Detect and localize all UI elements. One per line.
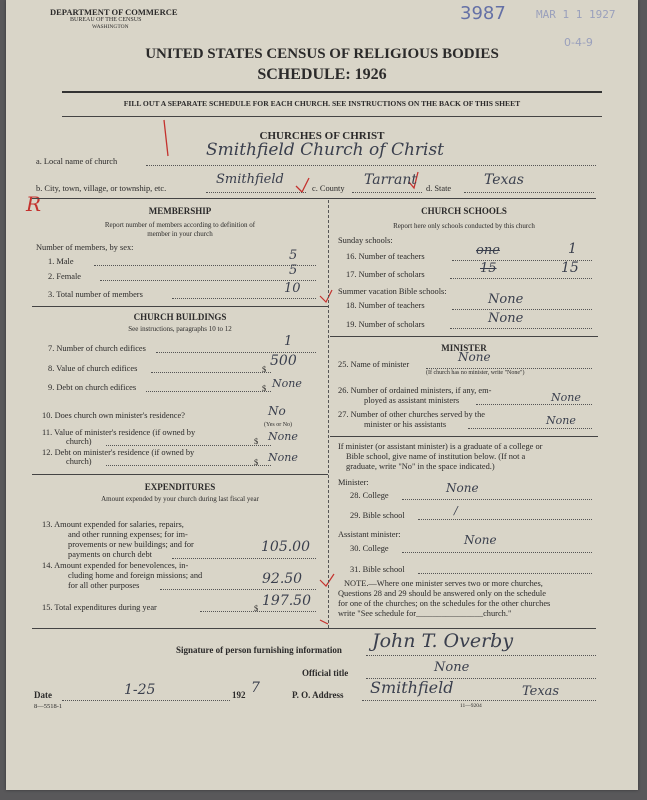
official-title-value: None (434, 660, 470, 675)
instruction-line: FILL OUT A SEPARATE SCHEDULE FOR EACH CHURCH. SEE INSTRUCTIONS ON THE BACK OF THIS SHEET (123, 99, 521, 108)
note-line1: NOTE.—Where one minister serves two or more churches, (344, 579, 543, 588)
q18-value: None (488, 292, 524, 307)
buildings-sub: See instructions, paragraphs 10 to 12 (128, 325, 232, 333)
schedule-number-stamp: 3987 (460, 3, 506, 24)
county-value: Tarrant (364, 172, 417, 188)
q1-label: 1. Male (48, 257, 74, 266)
q2-value: 5 (289, 263, 298, 278)
q11-label-line2: church) (66, 437, 92, 446)
q25-note: (If church has no minister, write "None") (426, 370, 525, 376)
q12-label-line1: 12. Debt on minister's residence (if owned by (42, 448, 195, 457)
q13-label-line2: and other running expenses; for im- (68, 530, 188, 539)
date-value: 1-25 (124, 682, 156, 698)
graduate-note-line3: graduate, write "No" in the space indicated.) (346, 462, 495, 471)
form-subtitle: SCHEDULE: 1926 (257, 66, 387, 83)
q27-label-line1: 27. Number of other churches served by the (338, 410, 485, 419)
schools-sub: Report here only schools conducted by this church (393, 222, 535, 230)
q17-struck-value: 15 (480, 261, 497, 276)
q15-dollar: $ (254, 604, 259, 613)
local-name-label: a. Local name of church (36, 157, 118, 166)
q10-label: 10. Does church own minister's residence? (42, 411, 185, 420)
q8-value: 500 (270, 353, 297, 369)
q19-value: None (488, 311, 524, 326)
q13-label-line4: payments on church debt (68, 550, 152, 559)
q31-label: 31. Bible school (350, 565, 405, 574)
q28-value: None (446, 481, 479, 495)
q26-value: None (551, 391, 581, 404)
po-address-state: Texas (522, 684, 560, 699)
state-value: Texas (484, 172, 524, 188)
q11-value: None (268, 430, 298, 443)
q9-label: 9. Debt on church edifices (48, 383, 137, 392)
graduate-note-line2: Bible school, give name of institution below. (If not a (346, 452, 526, 461)
received-date-stamp: MAR 1 1 1927 (536, 8, 616, 21)
q15-value: 197.50 (262, 593, 311, 609)
signature-label: Signature of person furnishing information (176, 645, 342, 655)
q16-struck-value: one (476, 243, 500, 258)
q11-label-line1: 11. Value of minister's residence (if owned by (42, 428, 196, 437)
expenditures-sub: Amount expended by your church during last fiscal year (101, 495, 259, 503)
q25-label: 25. Name of minister (338, 360, 410, 369)
q15-label: 15. Total expenditures during year (42, 603, 157, 612)
summer-schools-label: Summer vacation Bible schools: (338, 287, 447, 296)
reviewer-mark: R (26, 192, 42, 216)
minister-label: Minister: (338, 478, 369, 487)
q28-label: 28. College (350, 491, 389, 500)
date-label: Date (34, 690, 52, 700)
department-name: DEPARTMENT OF COMMERCE (50, 7, 178, 17)
state-label: d. State (426, 184, 452, 193)
q13-value: 105.00 (261, 539, 310, 555)
q30-label: 30. College (350, 544, 389, 553)
census-schedule-page (6, 0, 638, 790)
q17-label: 17. Number of scholars (346, 270, 425, 279)
q3-value: 10 (284, 281, 301, 296)
membership-title: MEMBERSHIP (148, 206, 212, 216)
print-number: 11—9204 (460, 703, 482, 709)
q26-label-line1: 26. Number of ordained ministers, if any, em- (338, 386, 492, 395)
yes-no-hint: (Yes or No) (264, 422, 293, 428)
q13-label-line3: provements or new buildings; and for (68, 540, 194, 549)
expenditures-title: EXPENDITURES (144, 482, 216, 492)
q14-label-line3: for all other purposes (68, 581, 140, 590)
q2-label: 2. Female (48, 272, 82, 281)
note-line3: for one of the churches; on the schedules for the other churches (338, 599, 551, 608)
city-label: b. City, town, village, or township, etc. (36, 184, 167, 193)
q25-value: None (458, 350, 491, 364)
membership-sub1: Report number of members according to definition of (104, 221, 256, 229)
sunday-schools-label: Sunday schools: (338, 236, 393, 245)
q11-dollar: $ (254, 437, 259, 446)
q13-label-line1: 13. Amount expended for salaries, repairs, (42, 520, 184, 529)
q19-label: 19. Number of scholars (346, 320, 425, 329)
q9-dollar: $ (262, 384, 267, 393)
local-name-value: Smithfield Church of Christ (206, 140, 445, 160)
official-title-label: Official title (302, 668, 349, 678)
q27-label-line2: minister or his assistants (364, 420, 447, 429)
minister-title: MINISTER (441, 343, 487, 353)
county-label: c. County (312, 184, 345, 193)
assistant-minister-label: Assistant minister: (338, 530, 401, 539)
q27-value: None (546, 414, 576, 427)
q29-value: / (454, 504, 458, 517)
q30-value: None (464, 533, 497, 547)
bureau-city: WASHINGTON (92, 24, 129, 30)
q12-label-line2: church) (66, 457, 92, 466)
q29-label: 29. Bible school (350, 511, 405, 520)
q14-value: 92.50 (262, 571, 303, 587)
q18-label: 18. Number of teachers (346, 301, 425, 310)
q8-dollar: $ (262, 365, 267, 374)
graduate-note-line1: If minister (or assistant minister) is a graduate of a college or (338, 442, 543, 451)
form-number: 8—5518-1 (34, 703, 63, 710)
q8-label: 8. Value of church edifices (48, 364, 138, 373)
note-line4: write "See schedule for________________church." (338, 609, 512, 618)
schools-title: CHURCH SCHOOLS (421, 206, 507, 216)
date-year-digit: 7 (251, 680, 260, 696)
bureau-name: BUREAU OF THE CENSUS (70, 17, 142, 23)
code-stamp: 0-4-9 (564, 36, 593, 49)
date-year-prefix: 192 (232, 690, 246, 700)
q17-value: 15 (561, 260, 579, 276)
q16-value: 1 (568, 241, 577, 257)
q9-value: None (272, 377, 302, 390)
membership-sub2: member in your church (147, 230, 213, 238)
q12-dollar: $ (254, 458, 259, 467)
denomination-title: CHURCHES OF CHRIST (259, 130, 385, 142)
q10-value: No (268, 404, 286, 418)
form-title: UNITED STATES CENSUS OF RELIGIOUS BODIES (145, 46, 499, 62)
q26-label-line2: ployed as assistant ministers (364, 396, 460, 405)
note-line2: Questions 28 and 29 should be answered only on the schedule (338, 589, 546, 598)
q16-label: 16. Number of teachers (346, 252, 425, 261)
q7-label: 7. Number of church edifices (48, 344, 146, 353)
q12-value: None (268, 451, 298, 464)
q14-label-line1: 14. Amount expended for benevolences, in- (42, 561, 189, 570)
po-address-city: Smithfield (370, 678, 454, 697)
q1-value: 5 (289, 248, 298, 263)
members-by-sex-label: Number of members, by sex: (36, 243, 134, 252)
po-address-label: P. O. Address (292, 690, 344, 700)
q3-label: 3. Total number of members (48, 290, 143, 299)
buildings-title: CHURCH BUILDINGS (133, 312, 227, 322)
signature-value: John T. Overby (372, 630, 514, 652)
city-value: Smithfield (216, 172, 284, 187)
q7-value: 1 (284, 334, 293, 349)
q14-label-line2: cluding home and foreign missions; and (68, 571, 203, 580)
